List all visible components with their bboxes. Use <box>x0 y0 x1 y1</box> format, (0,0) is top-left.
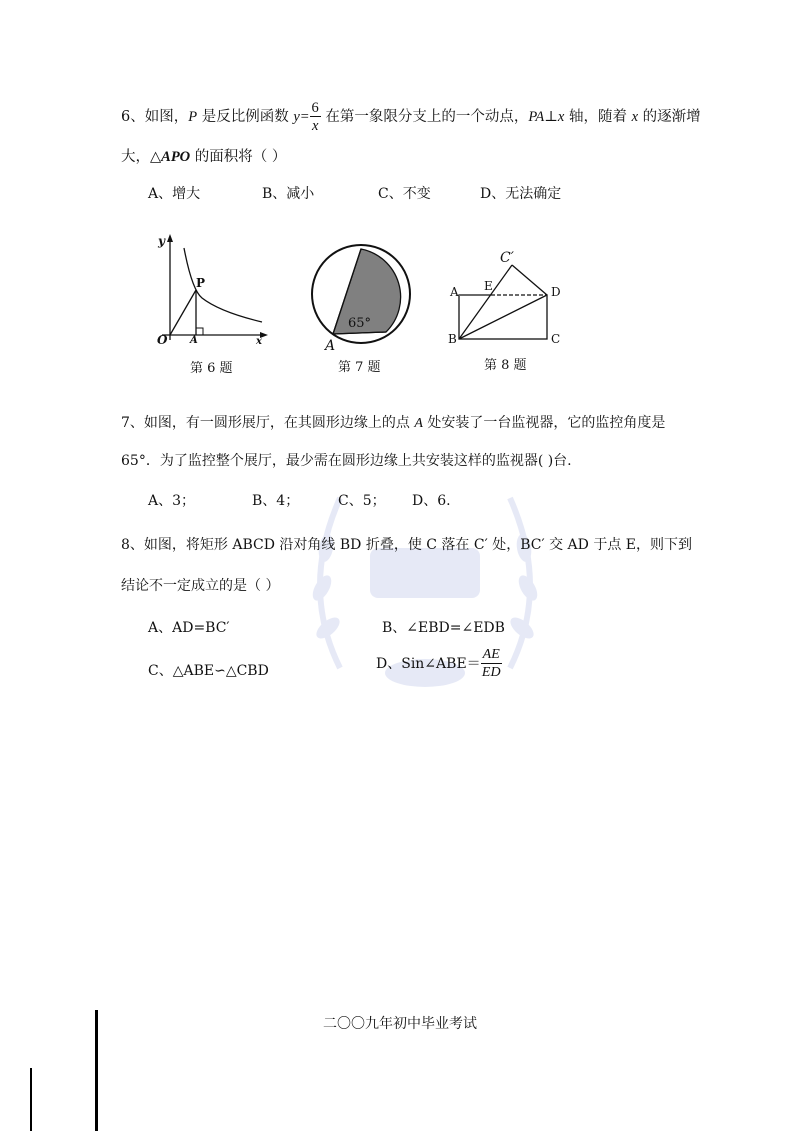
q6-text: 的面积将（ ） <box>190 149 287 165</box>
q6-option-a: A、增大 <box>148 186 201 202</box>
fig8-label-d: D <box>551 285 561 299</box>
fig7-label-a: A <box>325 338 336 354</box>
q7-option-c: C、5； <box>338 493 386 509</box>
fig7-angle-label: 65° <box>348 316 372 331</box>
q8-option-c: C、△ABE∽△CBD <box>148 663 269 679</box>
q6-line2 <box>121 145 286 166</box>
q7-option-b: B、4； <box>252 493 300 509</box>
fraction-numerator: AE <box>482 647 500 662</box>
fig6-label-o: O <box>157 333 168 347</box>
fraction-denominator: ED <box>481 665 501 680</box>
right-angle-mark <box>196 328 203 335</box>
var-x: x <box>631 109 638 125</box>
q6-option-c: C、不变 <box>378 186 431 202</box>
segment-bc-prime <box>459 265 512 339</box>
fig8-label-a: A <box>450 285 459 299</box>
func-denominator: x <box>311 118 319 134</box>
q6-text: 轴，随着 <box>564 109 632 125</box>
fig6-label-x: x <box>256 336 262 347</box>
q6-text: 大，△ <box>121 149 162 165</box>
var-a: A <box>414 416 423 431</box>
perp-symbol: ⊥ <box>544 109 558 125</box>
q8-line1: 8、如图，将矩形 ABCD 沿对角线 BD 折叠，使 C 落在 C′ 处，BC′ 交 AD 于点 E，则下到 <box>121 537 693 553</box>
var-pa: PA <box>528 109 545 125</box>
binding-line-right <box>95 1010 98 1131</box>
diagonal-bd <box>459 295 547 339</box>
fig6-caption: 第 6 题 <box>190 361 233 376</box>
fig8-label-b: B <box>448 332 457 346</box>
fig8-caption: 第 8 题 <box>484 358 527 373</box>
q6-text: 6、如图， <box>121 109 189 125</box>
q8-line2: 结论不一定成立的是（ ） <box>121 578 280 594</box>
q7-text: 7、如图，有一圆形展厅，在其圆形边缘上的点 <box>121 415 415 431</box>
q7-line1 <box>121 412 665 432</box>
q6-text: 的逐渐增 <box>638 109 701 125</box>
func-y: y= <box>293 109 310 125</box>
var-x: x <box>557 109 565 125</box>
q7-option-d: D、6. <box>412 493 451 509</box>
figure-7 <box>305 238 415 350</box>
fig8-label-c-prime: C′ <box>500 250 514 266</box>
q8-option-b: B、∠EBD=∠EDB <box>382 620 505 636</box>
fig8-label-c: C <box>551 332 561 346</box>
y-arrow <box>167 234 173 242</box>
q8-option-a: A、AD=BC′ <box>148 620 230 636</box>
binding-line-left <box>30 1068 32 1131</box>
fig8-label-e: E <box>484 279 493 293</box>
fig6-label-a: A <box>190 335 198 346</box>
var-p: P <box>188 109 198 125</box>
q6-text: 在第一象限分支上的一个动点， <box>320 109 529 125</box>
q7-line2: 65°．为了监控整个展厅，最少需在圆形边缘上共安装这样的监视器( )台. <box>121 453 572 469</box>
fig6-label-y: y <box>158 234 165 248</box>
q6-text: 是反比例函数 <box>197 109 294 125</box>
q8-option-d-prefix: D、Sin∠ABE＝ <box>376 656 481 672</box>
footer-title: 二〇〇九年初中毕业考试 <box>323 1016 477 1032</box>
var-apo: APO <box>161 149 191 165</box>
func-numerator: 6 <box>311 99 319 116</box>
fig6-label-p: P <box>196 276 206 290</box>
segment-op <box>170 290 196 335</box>
q8-option-d <box>376 648 502 680</box>
q6-option-d: D、无法确定 <box>480 186 562 202</box>
segment-c-prime-d <box>512 265 547 295</box>
ae-ed-fraction <box>481 648 502 680</box>
q6-line1 <box>121 100 701 134</box>
q7-text: 处安装了一台监视器，它的监控角度是 <box>422 415 666 431</box>
figure-6 <box>150 230 275 352</box>
q6-option-b: B、减小 <box>262 186 315 202</box>
q7-option-a: A、3； <box>148 493 196 509</box>
func-fraction <box>310 101 321 134</box>
fig7-caption: 第 7 题 <box>338 360 381 375</box>
